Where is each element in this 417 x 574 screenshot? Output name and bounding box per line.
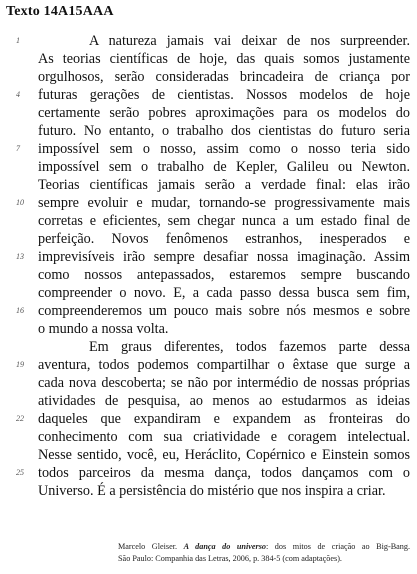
text-line: [0, 140, 417, 158]
text-line: [0, 68, 417, 86]
line-number: 4: [16, 90, 20, 99]
line-text: corretas e eficientes, sem chegar nunca a um estado final de: [38, 213, 410, 229]
text-line: [0, 410, 417, 428]
citation-author: Marcelo Gleiser.: [118, 542, 178, 551]
line-text: Universo. É a persistência do mistério que nos inspira a criar.: [38, 483, 386, 499]
text-line: [0, 122, 417, 140]
text-line: [0, 284, 417, 302]
text-line: [0, 50, 417, 68]
text-line: [0, 266, 417, 284]
line-number: 7: [16, 144, 20, 153]
text-line: [0, 320, 417, 338]
line-text: como nossos antepassados, estaremos sempre buscando: [38, 267, 410, 283]
line-number: 1: [16, 36, 20, 45]
citation-work-title: A dança do universo: [183, 542, 266, 551]
text-line: [0, 248, 417, 266]
line-text: compreender o novo. E, a cada passo dessa busca sem fim,: [38, 285, 410, 301]
citation-publisher: São Paulo: Companhia das Letras, 2006, p. 384-5 (com adaptações).: [118, 554, 342, 563]
text-line: [0, 374, 417, 392]
source-citation: [118, 541, 410, 565]
text-line: [0, 338, 417, 356]
text-line: [0, 86, 417, 104]
citation-line: [118, 541, 410, 553]
line-text: imprevisíveis irão sempre desafiar nossa imaginação. Assim: [38, 249, 410, 265]
line-text: futuro. No entanto, o trabalho dos cientistas do futuro seria: [38, 123, 410, 139]
text-line: [0, 194, 417, 212]
line-number: 10: [16, 198, 24, 207]
line-text: As teorias científicas de hoje, das quais somos justamente: [38, 51, 410, 67]
line-text: sempre evoluir e mudar, tornando-se progressivamente mais: [38, 195, 410, 211]
line-text: aventura, todos podemos compartilhar o êxtase que surge a: [38, 357, 410, 373]
text-title: Texto 14A15AAA: [6, 4, 114, 19]
line-text: o mundo a nossa volta.: [38, 321, 169, 337]
text-line: [0, 32, 417, 50]
text-line: [0, 482, 417, 500]
text-line: [0, 212, 417, 230]
line-text: perfeição. Novos fenômenos estranhos, inesperados e: [38, 231, 410, 247]
line-text: futuras gerações de cientistas. Nossos modelos de hoje: [38, 87, 410, 103]
line-number: 22: [16, 414, 24, 423]
line-text: impossível sem o nosso, assim como o nosso teria sido: [38, 141, 410, 157]
text-body: [0, 32, 417, 500]
text-line: [0, 392, 417, 410]
text-line: [0, 176, 417, 194]
line-text: Nesse sentido, você, eu, Heráclito, Copérnico e Einstein somos: [38, 447, 410, 463]
line-text: Em graus diferentes, todos fazemos parte dessa: [89, 339, 410, 355]
line-number: 13: [16, 252, 24, 261]
text-line: [0, 446, 417, 464]
line-text: orgulhosos, serão consideradas brincadeira de criança por: [38, 69, 410, 85]
line-number: 19: [16, 360, 24, 369]
text-line: [0, 356, 417, 374]
line-text: Teorias científicas jamais serão a verdade final: elas irão: [38, 177, 410, 193]
text-line: [0, 428, 417, 446]
line-number: 25: [16, 468, 24, 477]
line-text: cada nova descoberta; se não por intermédio de nossas próprias: [38, 375, 410, 391]
line-text: atividades de pesquisa, ao menos ao estudarmos as ideias: [38, 393, 410, 409]
line-text: conhecimento com sua criatividade e coragem intelectual.: [38, 429, 410, 445]
text-line: [0, 158, 417, 176]
text-line: [0, 104, 417, 122]
line-text: daqueles que expandiram e expandem as fronteiras do: [38, 411, 410, 427]
line-text: compreenderemos um pouco mais sobre nós mesmos e sobre: [38, 303, 410, 319]
line-text: todos parceiros da mesma dança, todos dançamos com o: [38, 465, 410, 481]
text-line: [0, 230, 417, 248]
citation-subtitle: : dos mitos de criação ao Big-Bang.: [266, 542, 411, 551]
line-number: 16: [16, 306, 24, 315]
line-text: A natureza jamais vai deixar de nos surpreender.: [89, 33, 410, 49]
line-text: certamente serão pobres aproximações para os modelos do: [38, 105, 410, 121]
text-line: [0, 464, 417, 482]
text-line: [0, 302, 417, 320]
line-text: impossível sem o trabalho de Kepler, Galileu ou Newton.: [38, 159, 410, 175]
